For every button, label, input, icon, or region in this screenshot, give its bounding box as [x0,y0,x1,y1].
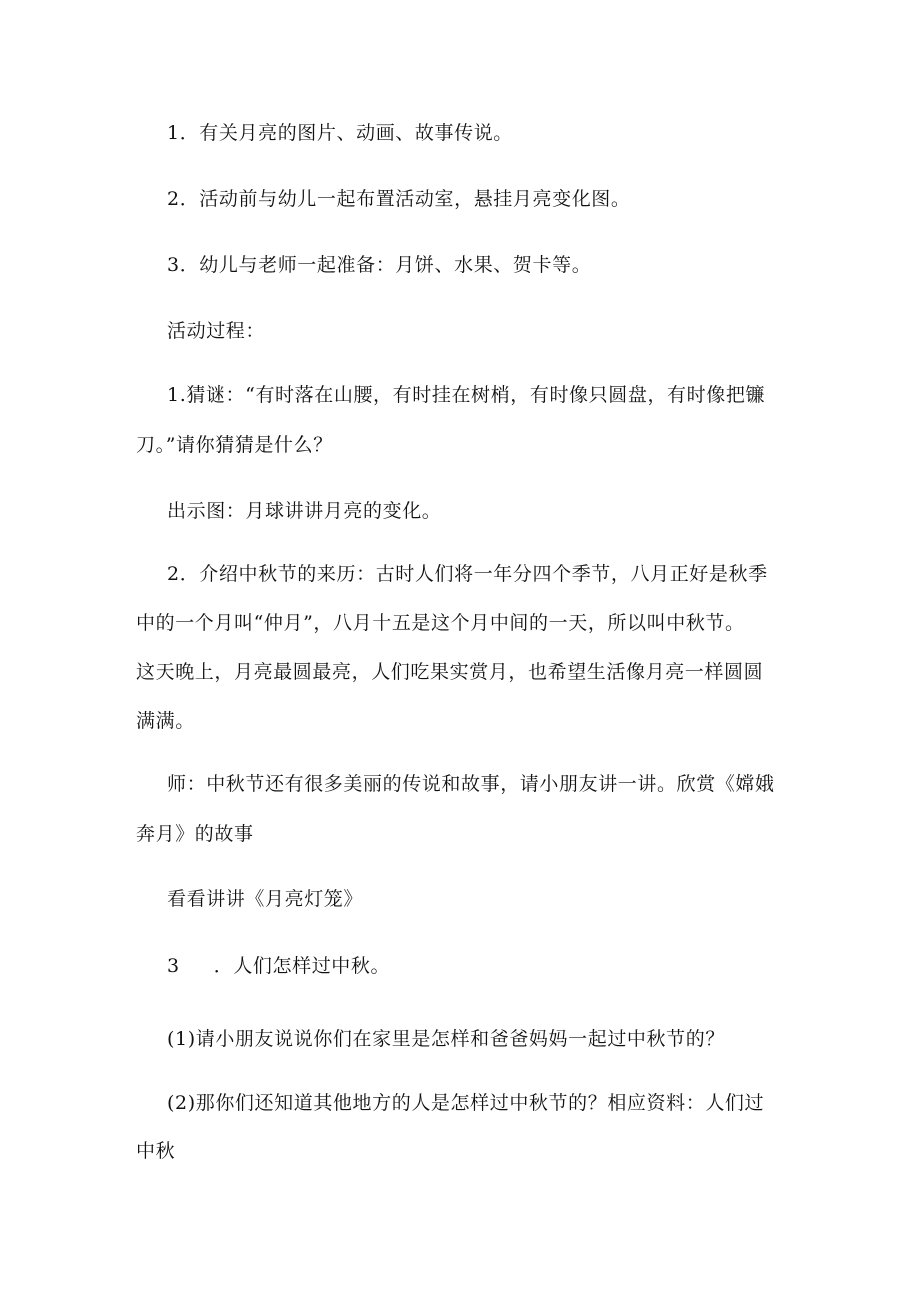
text-line-origin-3: 这天晚上，月亮最圆最亮，人们吃果实赏月，也希望生活像月亮一样圆圆 [136,661,764,683]
text-line-teacher-1: 师：中秋节还有很多美丽的传说和故事，请小朋友讲一讲。欣赏《嫦娥 [167,773,775,795]
text-line-riddle-2: 刀。”请你猜猜是什么？ [136,434,333,456]
text-line-origin-2: 中的一个月叫“仲月”，八月十五是这个月中间的一天，所以叫中秋节。 [136,612,745,634]
text-line-lantern: 看看讲讲《月亮灯笼》 [167,888,364,910]
text-line-materials-1: 1．有关月亮的图片、动画、故事传说。 [167,122,513,144]
text-line-show-picture: 出示图：月球讲讲月亮的变化。 [167,500,442,522]
text-line-question-2-cont: 中秋 [136,1140,176,1162]
text-line-teacher-2: 奔月》的故事 [136,823,254,845]
text-line-materials-3: 3．幼儿与老师一起准备：月饼、水果、贺卡等。 [167,254,592,276]
text-line-origin-1: 2．介绍中秋节的来历：古时人们将一年分四个季节，八月正好是秋季 [167,563,768,585]
text-line-materials-2: 2．活动前与幼儿一起布置活动室，悬挂月亮变化图。 [167,188,631,210]
text-line-riddle-1: 1.猜谜：“有时落在山腰，有时挂在树梢，有时像只圆盘，有时像把镰 [167,384,766,406]
text-line-celebrate [167,955,390,977]
celebrate-text: ．人们怎样过中秋。 [213,955,391,977]
text-line-question-2: (2)那你们还知道其他地方的人是怎样过中秋节的？相应资料：人们过 [167,1092,765,1114]
text-line-question-1: (1)请小朋友说说你们在家里是怎样和爸爸妈妈一起过中秋节的？ [167,1028,725,1050]
section-heading-process: 活动过程： [167,320,266,342]
celebrate-number: 3 [167,955,180,977]
text-line-origin-4: 满满。 [136,710,195,732]
